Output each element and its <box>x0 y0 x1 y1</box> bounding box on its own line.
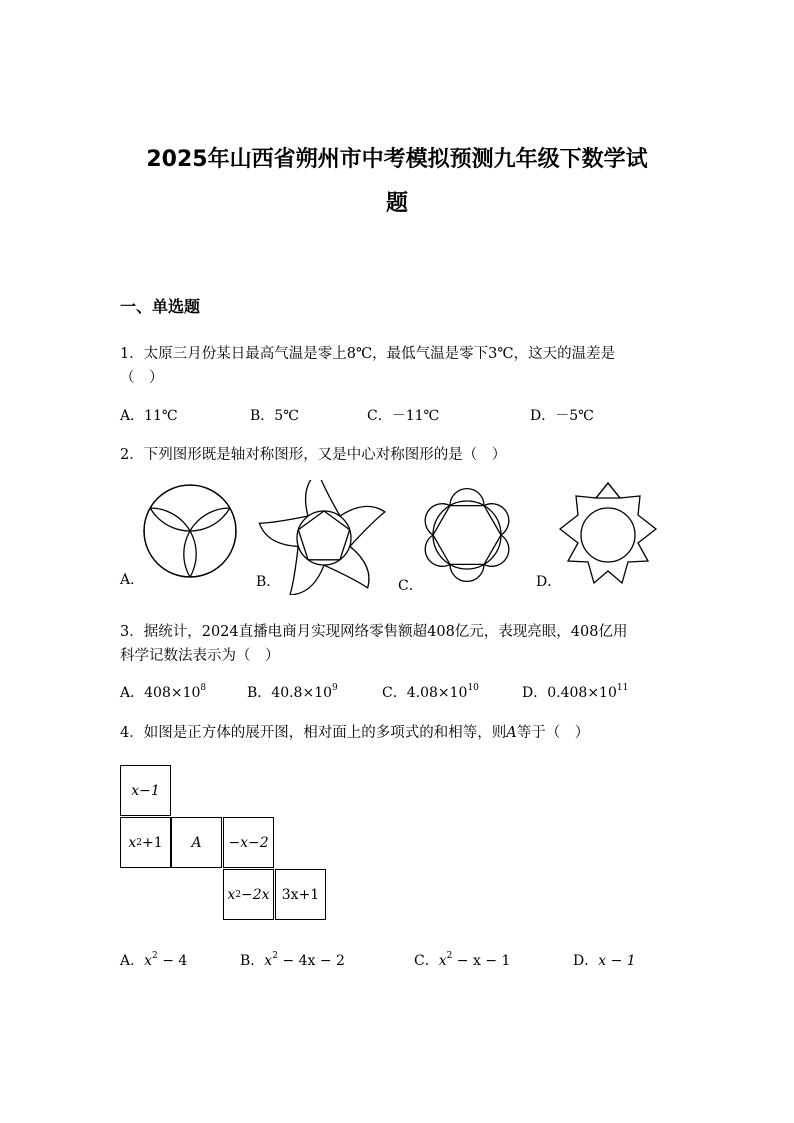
question-1-text: 1．太原三月份某日最高气温是零上8℃，最低气温是零下3℃，这天的温差是 <box>120 346 616 362</box>
q2-label-c: C． <box>398 578 423 594</box>
q4-option-b: B．$x^2 - 4x - 2$ <box>240 951 345 969</box>
net-cell-x-minus-1: x−1 <box>120 765 171 816</box>
question-3-text-line2: 科学记数法表示为（ ） <box>120 648 280 664</box>
q3-option-d: D．$0.408\times 10^{11}$ <box>522 683 629 701</box>
q1-option-c: C．－11℃ <box>367 408 440 424</box>
net-cell-x2-plus-1: x 2 +1 <box>120 817 171 868</box>
page-title-line2: 题 <box>385 191 408 216</box>
question-4-text: 4．如图是正方体的展开图，相对面上的多项式的和相等，则A等于（ ） <box>120 725 590 741</box>
net-cell-neg-x-minus-2: −x−2 <box>223 817 274 868</box>
q1-option-d: D．－5℃ <box>530 408 594 424</box>
page-title: 2025年山西省朔州市中考模拟预测九年级下数学试 <box>146 147 648 172</box>
net-cell-a: A <box>171 817 222 868</box>
q3-option-b: B．$40.8\times 10^9$ <box>247 683 338 701</box>
q3-option-a: A．$408\times 10^8$ <box>120 683 207 701</box>
question-2-text: 2．下列图形既是轴对称图形，又是中心对称图形的是（ ） <box>120 447 507 463</box>
q1-option-a: A．11℃ <box>120 408 178 424</box>
q2-label-a: A． <box>120 572 145 588</box>
net-cell-3x-plus-1: 3x+1 <box>275 869 326 920</box>
q1-option-b: B．5℃ <box>250 408 299 424</box>
q4-option-d: D．x − 1 <box>573 953 636 969</box>
q2-label-b: B． <box>256 574 281 590</box>
figure-d-star-circle <box>560 483 656 583</box>
q4-option-a: A．$x^2 - 4$ <box>120 951 188 969</box>
q2-label-d: D． <box>536 574 562 590</box>
section-heading: 一、单选题 <box>120 297 201 316</box>
figure-c-hexagon-semicircles <box>425 489 509 582</box>
question-3-text: 3．据统计，2024直播电商月实现网络零售额超408亿元，表现亮眼，408亿用 <box>120 624 628 640</box>
net-cell-x2-minus-2x: x 2 −2x <box>223 869 274 920</box>
q3-option-c: C．$4.08\times 10^{10}$ <box>382 683 479 701</box>
q4-option-c: C．$x^2 - x - 1$ <box>414 951 511 969</box>
question-1-text-line2: （ ） <box>120 370 164 386</box>
